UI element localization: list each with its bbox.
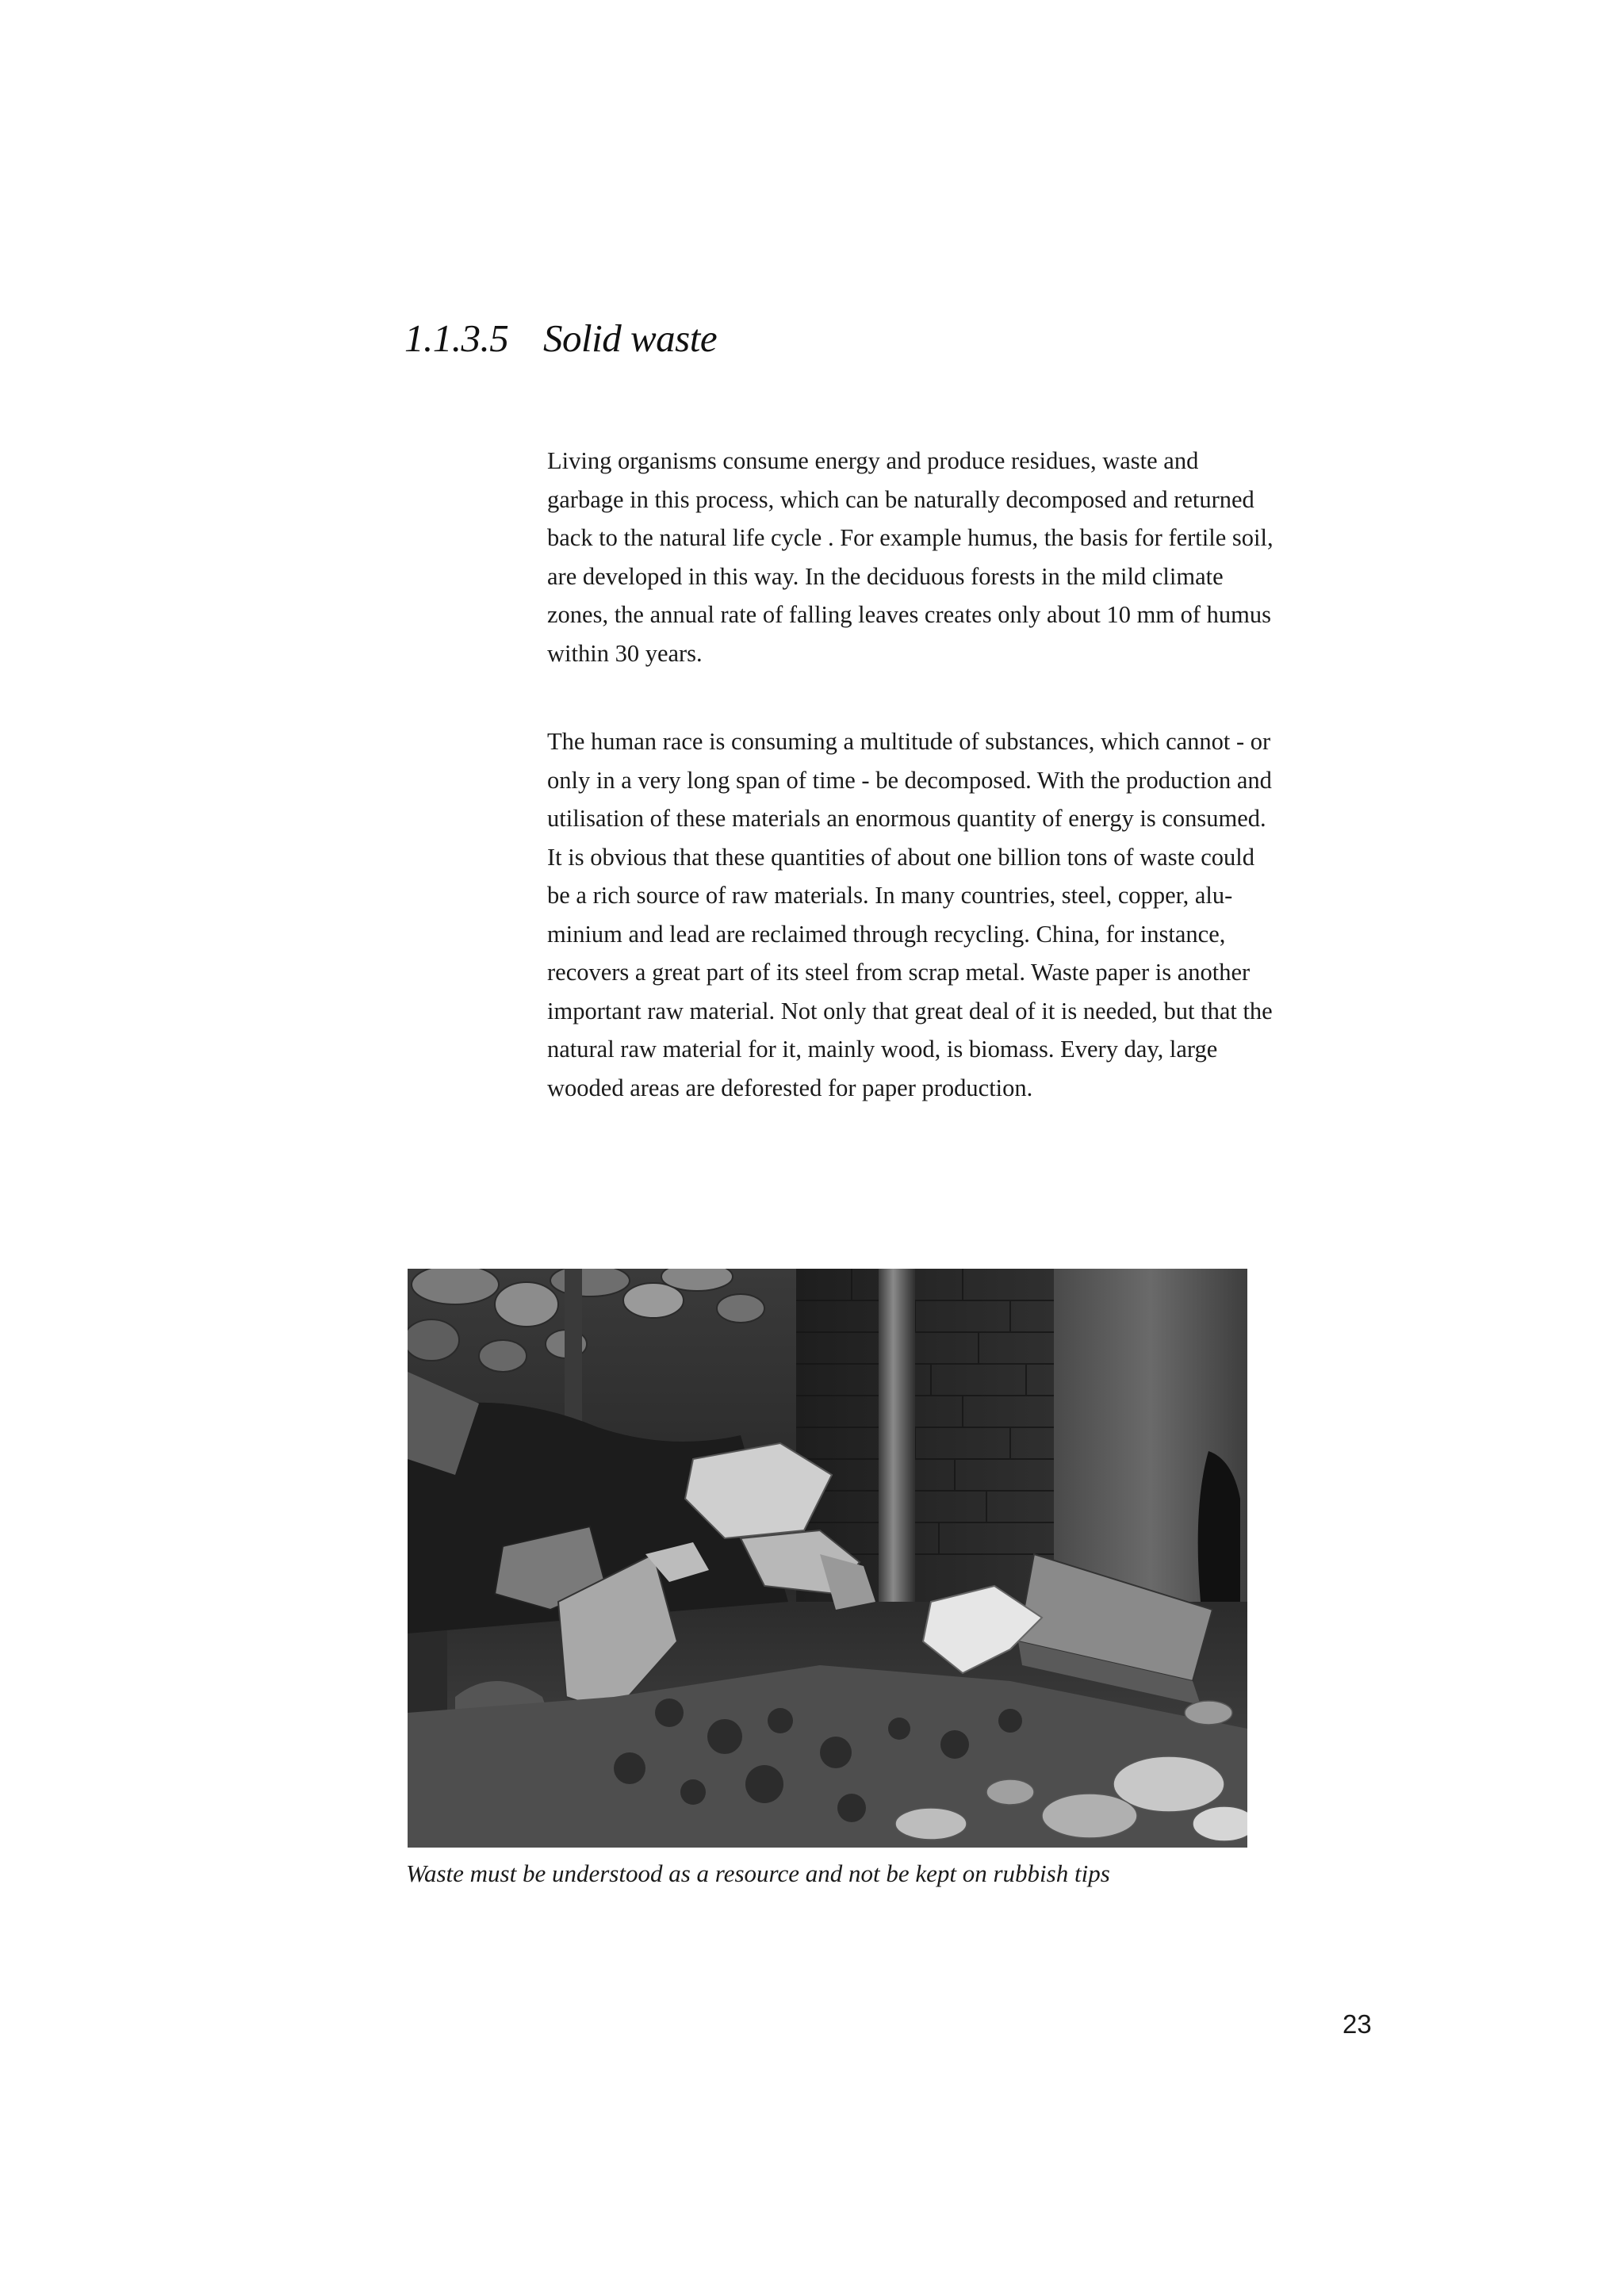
paragraph-line: important raw material. Not only that great deal of it is needed, but that the: [547, 997, 1273, 1024]
paragraph-line: The human race is consuming a multitude of substances, which cannot - or: [547, 728, 1271, 755]
paragraph-line: only in a very long span of time - be decomposed. With the production and: [547, 766, 1272, 794]
paragraph-line: back to the natural life cycle . For example humus, the basis for fertile soil,: [547, 524, 1274, 551]
section-title: Solid waste: [543, 316, 718, 360]
waste-photo: [408, 1269, 1247, 1848]
paragraph-line: garbage in this process, which can be naturally decomposed and returned: [547, 485, 1254, 513]
paragraph-line: It is obvious that these quantities of about one billion tons of waste could: [547, 843, 1254, 871]
paragraph-line: are developed in this way. In the deciduous forests in the mild climate: [547, 562, 1224, 590]
section-heading: [404, 311, 717, 366]
page-number: 23: [1342, 2009, 1372, 2039]
paragraph-line: wooded areas are deforested for paper production.: [547, 1074, 1033, 1101]
paragraph-line: Living organisms consume energy and produce residues, waste and: [547, 447, 1199, 474]
paragraph-line: recovers a great part of its steel from scrap metal. Waste paper is another: [547, 959, 1251, 986]
paragraph-line: within 30 years.: [547, 639, 703, 667]
paragraph-line: zones, the annual rate of falling leaves creates only about 10 mm of humus: [547, 601, 1272, 628]
paragraph-line: minium and lead are reclaimed through recycling. China, for instance,: [547, 920, 1226, 948]
paragraph-2: [547, 722, 1388, 1107]
paragraph-line: natural raw material for it, mainly wood, is biomass. Every day, large: [547, 1036, 1218, 1063]
waste-photo-illustration: [408, 1269, 1247, 1848]
paragraph-line: utilisation of these materials an enormous quantity of energy is consumed.: [547, 805, 1266, 832]
paragraph-line: be a rich source of raw materials. In many countries, steel, copper, alu-: [547, 882, 1233, 909]
figure-caption: Waste must be understood as a resource and not be kept on rubbish tips: [406, 1859, 1110, 1887]
section-number: 1.1.3.5: [404, 316, 509, 360]
paragraph-1: [547, 442, 1388, 672]
